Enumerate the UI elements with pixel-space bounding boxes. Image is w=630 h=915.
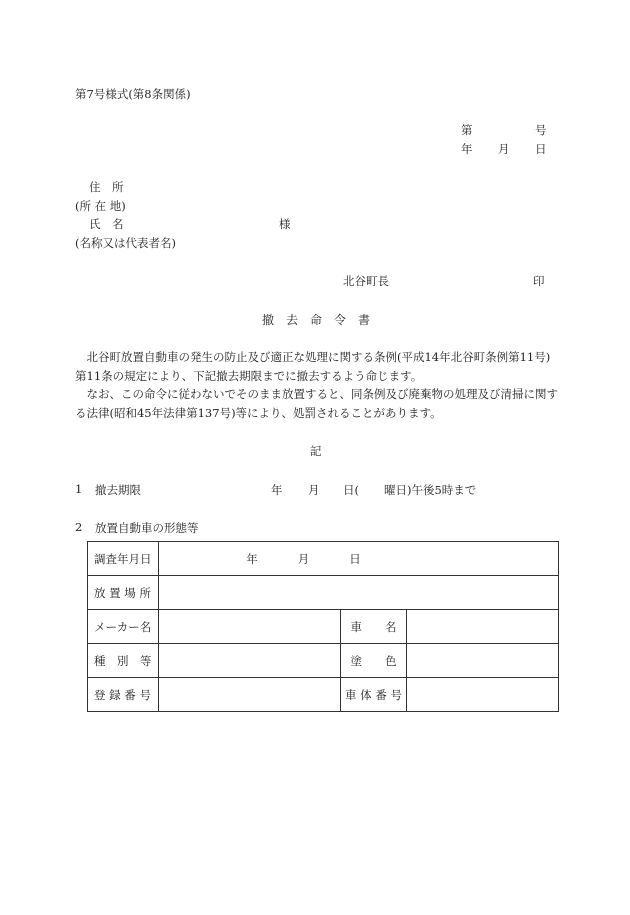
body-paragraph-2: なお、この命令に従わないでそのまま放置すると、同条例及び廃棄物の処理及び清掃に関する法律(昭和45年法律第137号)等により、処罰されることがあります。 [75, 387, 558, 420]
location-field-label: 放 置 場 所 [88, 576, 159, 610]
table-row [88, 644, 559, 678]
item1-number: 1 [75, 482, 83, 496]
survey-year: 年 [246, 551, 258, 566]
maker-field[interactable] [159, 610, 341, 644]
color-field[interactable] [407, 644, 559, 678]
survey-date-label: 調査年月日 [88, 542, 159, 576]
date-month: 月 [498, 142, 510, 156]
ki-heading: 記 [310, 444, 322, 458]
reg-number-label: 登 録 番 号 [88, 678, 159, 712]
address-label: 住 所 [89, 180, 124, 194]
table-row [88, 678, 559, 712]
survey-month: 月 [297, 551, 310, 566]
issuer-title: 北谷町長 [343, 274, 389, 288]
item1-label: 撤去期限 [95, 483, 141, 497]
location-field[interactable] [159, 576, 559, 610]
form-id: 第7号様式(第8条関係) [75, 87, 191, 101]
maker-label: メーカー名 [88, 610, 159, 644]
document-title: 撤 去 命 令 書 [262, 313, 371, 327]
deadline-year: 年 [271, 483, 283, 497]
date-year: 年 [461, 142, 473, 156]
body-paragraph-1: 北谷町放置自動車の発生の防止及び適正な処理に関する条例(平成14年北谷町条例第11号)第11条の規定により、下記撤去期限までに撤去するよう命じます。 [75, 350, 551, 383]
survey-date-cell[interactable] [159, 542, 559, 576]
reg-number-field[interactable] [159, 678, 341, 712]
chassis-number-label: 車 体 番 号 [341, 678, 407, 712]
deadline-weekday: 曜日)午後5時まで [384, 483, 477, 497]
document-number-suffix: 号 [535, 123, 547, 137]
color-label: 塗 色 [341, 644, 407, 678]
deadline-month: 月 [308, 483, 320, 497]
document-number-prefix: 第 [461, 123, 473, 137]
item2-label: 放置自動車の形態等 [95, 521, 199, 535]
honorific: 様 [279, 217, 291, 231]
type-field[interactable] [159, 644, 341, 678]
survey-day: 日 [349, 551, 361, 566]
seal-mark: 印 [533, 274, 545, 288]
car-name-label: 車 名 [341, 610, 407, 644]
table-row [88, 542, 559, 576]
table-row [88, 610, 559, 644]
chassis-number-field[interactable] [407, 678, 559, 712]
item2-number: 2 [75, 520, 83, 534]
name-alt-label: (名称又は代表者名) [75, 236, 176, 250]
vehicle-info-table [87, 541, 559, 712]
table-row [88, 576, 559, 610]
type-label: 種 別 等 [88, 644, 159, 678]
name-label: 氏 名 [89, 217, 124, 231]
deadline-day: 日( [343, 483, 359, 497]
location-label: (所 在 地) [75, 199, 126, 213]
date-day: 日 [535, 142, 547, 156]
car-name-field[interactable] [407, 610, 559, 644]
